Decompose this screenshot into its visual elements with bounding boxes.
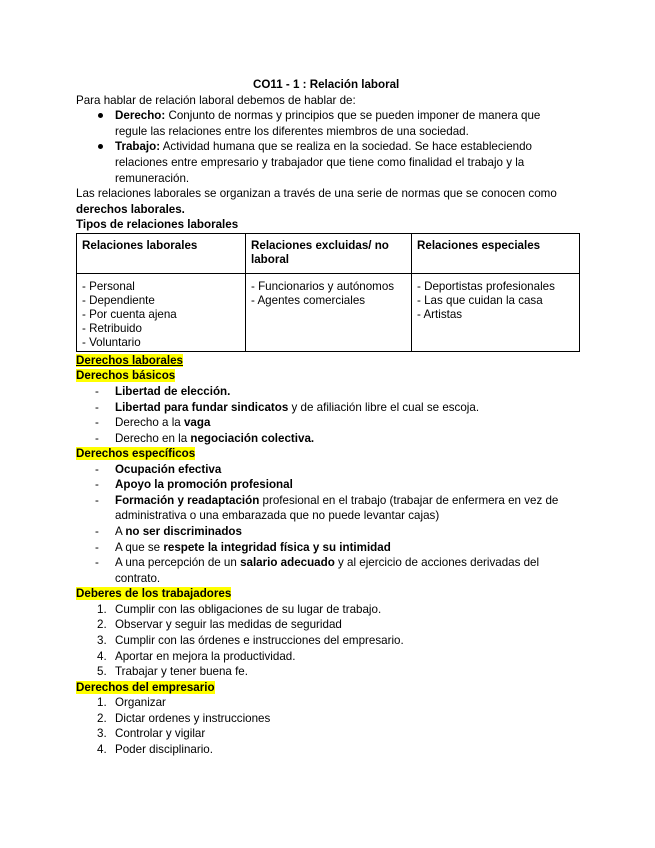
section-derechos-laborales: Derechos laborales	[76, 354, 183, 367]
bullet-icon	[98, 144, 103, 149]
list-item: A una percepción de un salario adecuado y al ejercicio de acciones derivadas del	[115, 556, 540, 569]
table-header-cell: Relaciones especiales	[412, 234, 580, 274]
list-item: Apoyo la promoción profesional	[115, 478, 293, 491]
list-item: Observar y seguir las medidas de seguridad	[115, 618, 342, 631]
list-item: Dictar ordenes y instrucciones	[115, 712, 271, 725]
list-item: Cumplir con las órdenes e instrucciones del empresario.	[115, 634, 404, 647]
definition-text: relaciones entre empresario y trabajador que tiene como finalidad el trabajo y la	[115, 156, 525, 169]
dash-marker: -	[95, 494, 99, 507]
dash-marker: -	[95, 556, 99, 569]
definition-term: Derecho:	[115, 109, 166, 122]
table-header-row	[77, 234, 580, 274]
dash-marker: -	[95, 385, 99, 398]
dash-marker: -	[95, 401, 99, 414]
number-marker: 2.	[97, 618, 107, 631]
dash-marker: -	[95, 525, 99, 538]
dash-marker: -	[95, 432, 99, 445]
number-marker: 4.	[97, 743, 107, 756]
table-row	[77, 274, 580, 352]
table-cell: - Deportistas profesionales - Las que cuidan la casa - Artistas	[412, 274, 580, 352]
list-item: Aportar en mejora la productividad.	[115, 650, 296, 663]
table-header-cell: Relaciones laborales	[77, 234, 246, 274]
list-item: Derecho en la negociación colectiva.	[115, 432, 315, 445]
list-item: Derecho a la vaga	[115, 416, 211, 429]
table-cell: - Personal - Dependiente - Por cuenta ajena - Retribuido - Voluntario	[77, 274, 246, 352]
definition-text: Actividad humana que se realiza en la sociedad. Se hace estableciendo	[160, 140, 533, 153]
dash-marker: -	[95, 478, 99, 491]
list-item: A que se respete la integridad física y su intimidad	[115, 541, 391, 554]
bullet-icon	[98, 113, 103, 118]
number-marker: 3.	[97, 727, 107, 740]
definition-term: Trabajo:	[115, 140, 161, 153]
number-marker: 4.	[97, 650, 107, 663]
dash-marker: -	[95, 416, 99, 429]
number-marker: 3.	[97, 634, 107, 647]
list-item-continuation: administrativa o una embarazada que no puede levantar cajas)	[115, 509, 440, 522]
definition-derecho	[115, 108, 540, 123]
dash-marker: -	[95, 541, 99, 554]
number-marker: 1.	[97, 696, 107, 709]
number-marker: 1.	[97, 603, 107, 616]
list-item: Cumplir con las obligaciones de su lugar de trabajo.	[115, 603, 382, 616]
list-item: Libertad para fundar sindicatos y de afiliación libre el cual se escoja.	[115, 401, 480, 414]
definition-trabajo	[115, 139, 532, 154]
section-derechos-basicos: Derechos básicos	[76, 369, 176, 382]
paragraph-bold: derechos laborales.	[76, 203, 185, 216]
list-item-continuation: contrato.	[115, 572, 161, 585]
definition-text: Conjunto de normas y principios que se pueden imponer de manera que	[165, 109, 541, 122]
list-item: Trabajar y tener buena fe.	[115, 665, 248, 678]
number-marker: 5.	[97, 665, 107, 678]
types-heading: Tipos de relaciones laborales	[76, 218, 239, 231]
section-derechos-especificos: Derechos específicos	[76, 447, 196, 460]
page-title: CO11 - 1 : Relación laboral	[253, 78, 400, 91]
list-item: Organizar	[115, 696, 166, 709]
table-cell: - Funcionarios y autónomos - Agentes comerciales	[246, 274, 412, 352]
intro-text: Para hablar de relación laboral debemos de hablar de:	[76, 94, 356, 107]
list-item: Controlar y vigilar	[115, 727, 206, 740]
list-item: Poder disciplinario.	[115, 743, 213, 756]
number-marker: 2.	[97, 712, 107, 725]
definition-text: remuneración.	[115, 172, 190, 185]
section-derechos-empresario: Derechos del empresario	[76, 681, 215, 694]
section-deberes: Deberes de los trabajadores	[76, 587, 232, 600]
list-item: Formación y readaptación profesional en el trabajo (trabajar de enfermera en vez de	[115, 494, 559, 507]
list-item: Ocupación efectiva	[115, 463, 222, 476]
list-item: Libertad de elección.	[115, 385, 231, 398]
paragraph-line: Las relaciones laborales se organizan a través de una serie de normas que se conocen como	[76, 187, 557, 200]
table-header-cell: Relaciones excluidas/ no laboral	[246, 234, 412, 274]
relations-table	[76, 233, 580, 352]
definition-text: regule las relaciones entre los diferentes miembros de una sociedad.	[115, 125, 469, 138]
dash-marker: -	[95, 463, 99, 476]
list-item: A no ser discriminados	[115, 525, 242, 538]
